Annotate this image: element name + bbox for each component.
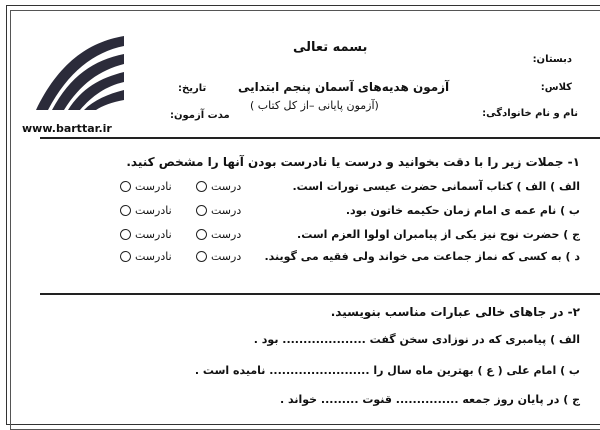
radio-circle-icon[interactable]: [120, 251, 131, 262]
radio-circle-icon[interactable]: [120, 205, 131, 216]
fill-blank-3-partial: ج ) در پایان روز جمعه ............... قنوت ......... خواند .: [279, 393, 580, 406]
barttar-logo-icon: [28, 24, 128, 114]
radio-circle-icon[interactable]: [196, 251, 207, 262]
statement-2: ب ) نام عمه ی امام زمان حکیمه خاتون بود.: [345, 204, 580, 217]
section2-instruction: ۲- در جاهای خالی عبارات مناسب بنویسید.: [330, 305, 580, 319]
fill-blank-2: ب ) امام علی ( ع ) بهترین ماه سال را ........................ نامیده است .: [194, 364, 580, 377]
true-option-1[interactable]: درست: [196, 180, 241, 193]
false-option-3[interactable]: نادرست: [120, 228, 172, 241]
school-label: دبستان:: [532, 54, 572, 65]
radio-circle-icon[interactable]: [120, 229, 131, 240]
true-option-4[interactable]: درست: [196, 250, 241, 263]
exam-subtitle: (آزمون پایانی –از کل کتاب ): [250, 99, 379, 112]
duration-label: مدت آزمون:: [170, 110, 230, 121]
false-option-1[interactable]: نادرست: [120, 180, 172, 193]
bismillah: بسمه تعالی: [293, 40, 368, 55]
radio-circle-icon[interactable]: [196, 229, 207, 240]
name-label: نام و نام خانوادگی:: [482, 108, 578, 119]
exam-title: آزمون هدیه‌های آسمان پنجم ابتدایی: [238, 80, 450, 94]
true-option-3[interactable]: درست: [196, 228, 241, 241]
class-label: کلاس:: [540, 82, 572, 93]
section-divider: [40, 293, 600, 295]
radio-circle-icon[interactable]: [196, 205, 207, 216]
false-option-4[interactable]: نادرست: [120, 250, 172, 263]
statement-3: ج ) حضرت نوح نیز یکی از پیامبران اولوا العزم است.: [297, 228, 580, 241]
true-option-2[interactable]: درست: [196, 204, 241, 217]
date-label: تاریخ:: [178, 83, 207, 94]
statement-4: د ) به کسی که نماز جماعت می خواند ولی فقیه می گویند.: [264, 250, 580, 263]
header-divider: [40, 137, 600, 139]
section1-instruction: ۱- جملات زیر را با دقت بخوانید و درست یا نادرست بودن آنها را مشخص کنید.: [126, 155, 580, 169]
false-option-2[interactable]: نادرست: [120, 204, 172, 217]
site-url: www.barttar.ir: [22, 122, 112, 135]
radio-circle-icon[interactable]: [196, 181, 207, 192]
statement-1: الف ) الف ) کتاب آسمانی حضرت عیسی تورات است.: [292, 180, 580, 193]
fill-blank-1: الف ) پیامبری که در نوزادی سخن گفت .................... بود .: [253, 333, 580, 346]
radio-circle-icon[interactable]: [120, 181, 131, 192]
